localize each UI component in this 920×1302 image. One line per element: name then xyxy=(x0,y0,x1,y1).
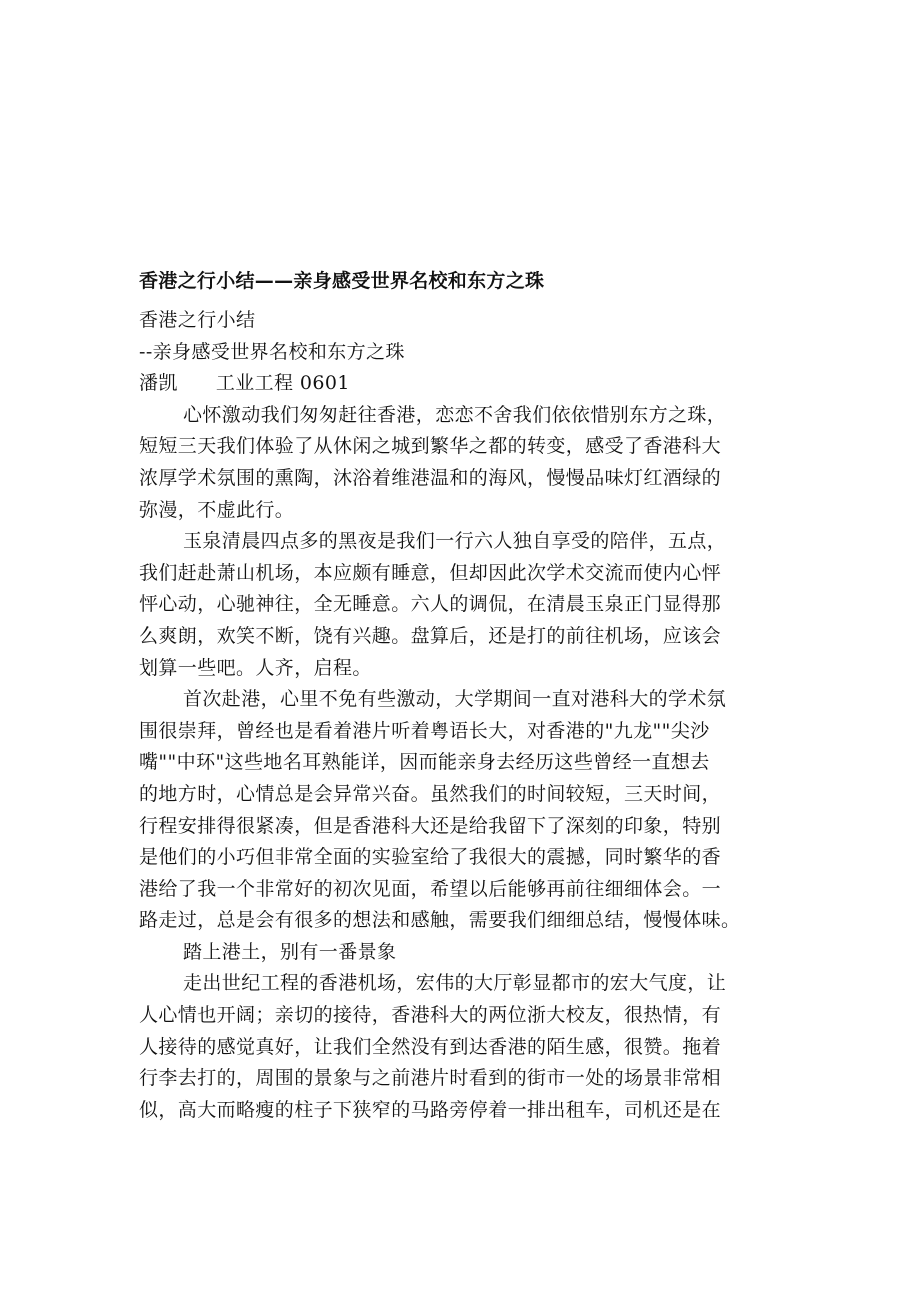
paragraph-4 xyxy=(139,968,779,1126)
document-title: 香港之行小结——亲身感受世界名校和东方之珠 xyxy=(139,270,545,292)
text-line: 走出世纪工程的香港机场，宏伟的大厅彰显都市的宏大气度，让 xyxy=(183,972,727,995)
text-line: 是他们的小巧但非常全面的实验室给了我很大的震撼，同时繁华的香 xyxy=(139,846,722,869)
text-line: 么爽朗，欢笑不断，饶有兴趣。盘算后，还是打的前往机场，应该会 xyxy=(139,624,722,647)
text-line: 我们赶赴萧山机场，本应颇有睡意，但却因此次学术交流而使内心怦 xyxy=(139,561,722,584)
text-line: 怦心动，心驰神往，全无睡意。六人的调侃，在清晨玉泉正门显得那 xyxy=(139,593,722,616)
text-line: 路走过，总是会有很多的想法和感触，需要我们细细总结，慢慢体味。 xyxy=(139,909,741,932)
text-line: 行李去打的，周围的景象与之前港片时看到的街市一处的场景非常相 xyxy=(139,1067,722,1090)
text-line: 人心情也开阔；亲切的接待，香港科大的两位浙大校友，很热情，有 xyxy=(139,1004,722,1027)
text-line: 人接待的感觉真好，让我们全然没有到达香港的陌生感，很赞。拖着 xyxy=(139,1035,722,1058)
text-line: 浓厚学术氛围的熏陶，沐浴着维港温和的海风，慢慢品味灯红酒绿的 xyxy=(139,466,722,489)
section-heading-text: 踏上港土，别有一番景象 xyxy=(183,940,397,963)
subtitle-line-2: --亲身感受世界名校和东方之珠 xyxy=(139,340,405,363)
text-line: 心怀激动我们匆匆赶往香港，恋恋不舍我们依依惜别东方之珠， xyxy=(183,403,727,426)
document-page xyxy=(139,265,779,1126)
paragraph-1 xyxy=(139,400,779,526)
text-line: 玉泉清晨四点多的黑夜是我们一行六人独自享受的陪伴，五点， xyxy=(183,530,727,553)
text-line: 嘴""中环"这些地名耳熟能详，因而能亲身去经历这些曾经一直想去 xyxy=(139,751,710,774)
paragraph-3 xyxy=(139,684,779,937)
subtitle-line-1: 香港之行小结 xyxy=(139,309,256,331)
text-line: 港给了我一个非常好的初次见面，希望以后能够再前往细细体会。一 xyxy=(139,877,722,900)
text-line: 的地方时，心情总是会异常兴奋。虽然我们的时间较短，三天时间， xyxy=(139,782,722,805)
author-line xyxy=(139,368,779,400)
text-line: 似，高大而略瘦的柱子下狭窄的马路旁停着一排出租车，司机还是在 xyxy=(139,1098,722,1121)
text-line: 划算一些吧。人齐，启程。 xyxy=(139,656,372,679)
author-name: 潘凯 xyxy=(139,372,178,395)
author-class: 工业工程 0601 xyxy=(215,372,350,395)
text-line: 短短三天我们体验了从休闲之城到繁华之都的转变，感受了香港科大 xyxy=(139,435,722,458)
text-line: 行程安排得很紧凑，但是香港科大还是给我留下了深刻的印象，特别 xyxy=(139,814,722,837)
section-heading xyxy=(139,937,779,969)
text-line: 围很崇拜，曾经也是看着港片听着粤语长大，对香港的"九龙""尖沙 xyxy=(139,719,710,742)
paragraph-2 xyxy=(139,526,779,684)
text-line: 首次赴港，心里不免有些激动，大学期间一直对港科大的学术氛 xyxy=(183,688,727,711)
text-line: 弥漫，不虚此行。 xyxy=(139,498,295,521)
